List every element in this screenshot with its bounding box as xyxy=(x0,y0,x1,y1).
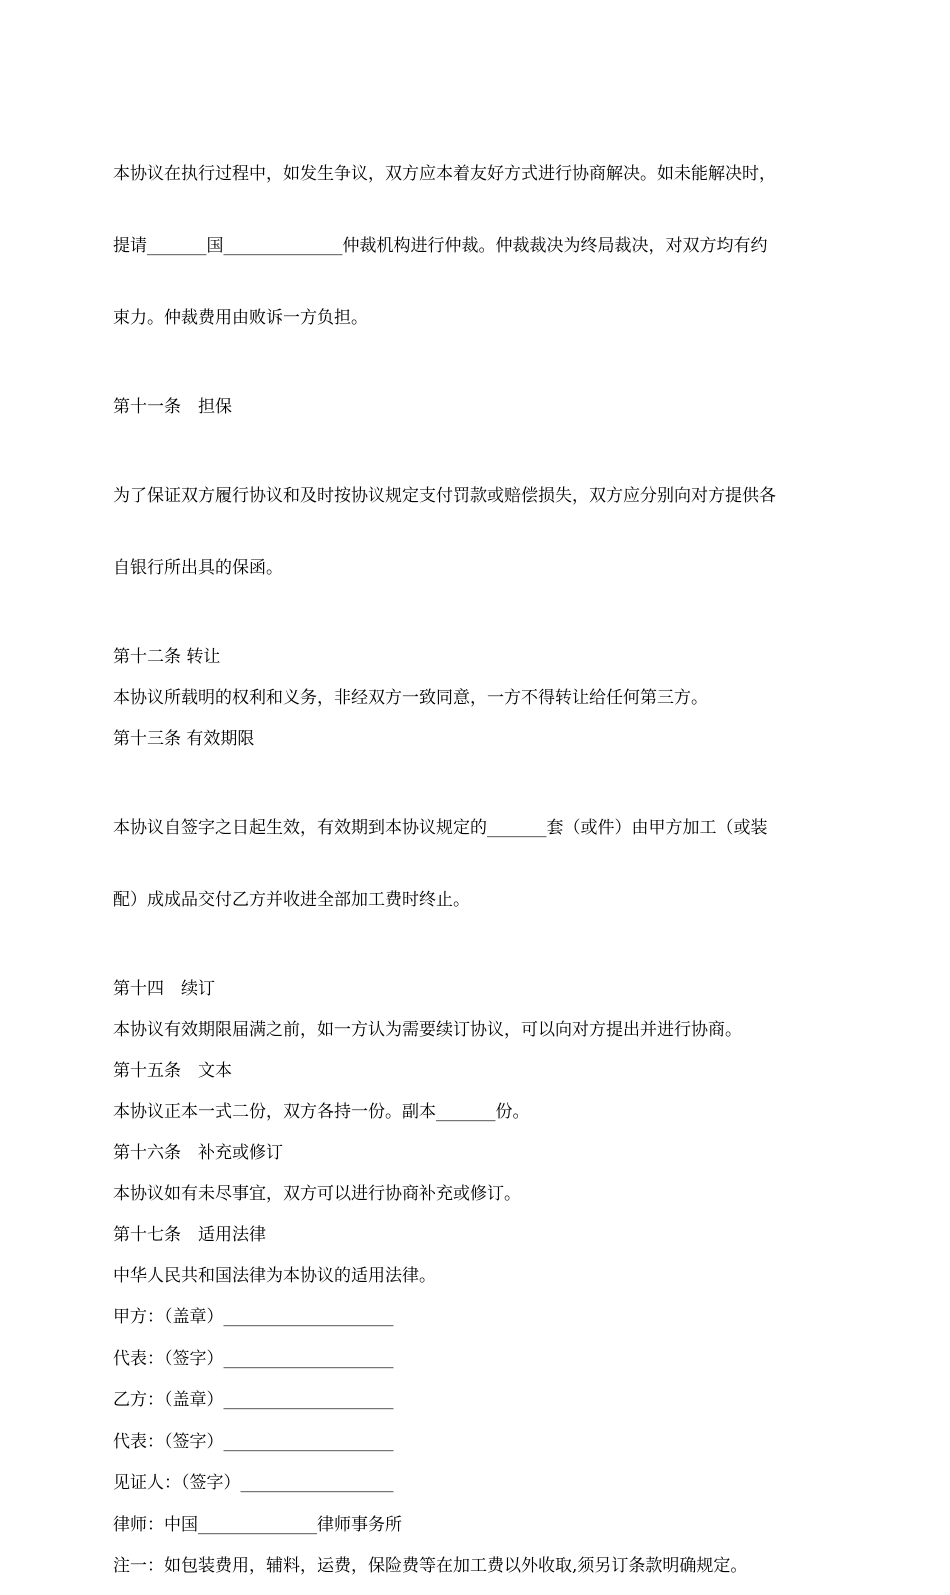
signature-party-a: 甲方：（盖章）____________________ xyxy=(113,1307,394,1327)
article-12-body: 本协议所载明的权利和义务，非经双方一致同意，一方不得转让给任何第三方。 xyxy=(113,688,708,708)
signature-witness: 见证人：（签字）__________________ xyxy=(113,1473,394,1493)
signature-representative-b: 代表：（签字）____________________ xyxy=(113,1431,394,1452)
article-11-line-2: 自银行所出具的保函。 xyxy=(113,558,283,578)
article-13-line-1: 本协议自签字之日起生效，有效期到本协议规定的_______套（或件）由甲方加工（或装 xyxy=(113,818,768,838)
signature-lawyer: 律师：中国______________律师事务所 xyxy=(113,1514,402,1535)
article-17-title: 第十七条 适用法律 xyxy=(113,1225,266,1245)
article-13-body xyxy=(113,768,843,960)
article-16-body: 本协议如有未尽事宜，双方可以进行协商补充或修订。 xyxy=(113,1184,521,1204)
article-16-title: 第十六条 补充或修订 xyxy=(113,1143,283,1163)
article-11-title: 第十一条 担保 xyxy=(113,397,232,417)
dispute-line-1: 本协议在执行过程中，如发生争议，双方应本着友好方式进行协商解决。如未能解决时， xyxy=(113,164,776,184)
article-11-line-1: 为了保证双方履行协议和及时按协议规定支付罚款或赔偿损失，双方应分别向对方提供各 xyxy=(113,486,776,506)
signature-representative-a: 代表：（签字）____________________ xyxy=(113,1348,394,1369)
note-1: 注一：如包装费用，辅料，运费，保险费等在加工费以外收取,须另订条款明确规定。 xyxy=(113,1556,748,1576)
article-11-body xyxy=(113,436,843,628)
article-13-line-2: 配）成成品交付乙方并收进全部加工费时终止。 xyxy=(113,890,470,910)
dispute-line-3: 束力。仲裁费用由败诉一方负担。 xyxy=(113,308,368,328)
article-15-body: 本协议正本一式二份，双方各持一份。副本_______份。 xyxy=(113,1102,530,1122)
document-page xyxy=(113,114,843,1595)
article-13-title: 第十三条 有效期限 xyxy=(113,729,255,749)
article-14-body: 本协议有效期限届满之前，如一方认为需要续订协议，可以向对方提出并进行协商。 xyxy=(113,1020,742,1040)
article-15-title: 第十五条 文本 xyxy=(113,1061,232,1081)
dispute-paragraph xyxy=(113,114,843,378)
article-12-title: 第十二条 转让 xyxy=(113,647,221,667)
dispute-line-2: 提请_______国______________仲裁机构进行仲裁。仲裁裁决为终局裁决，对双方均有约 xyxy=(113,236,768,256)
article-14-title: 第十四 续订 xyxy=(113,979,215,999)
signature-party-b: 乙方：（盖章）____________________ xyxy=(113,1390,394,1410)
article-17-body: 中华人民共和国法律为本协议的适用法律。 xyxy=(113,1266,436,1286)
